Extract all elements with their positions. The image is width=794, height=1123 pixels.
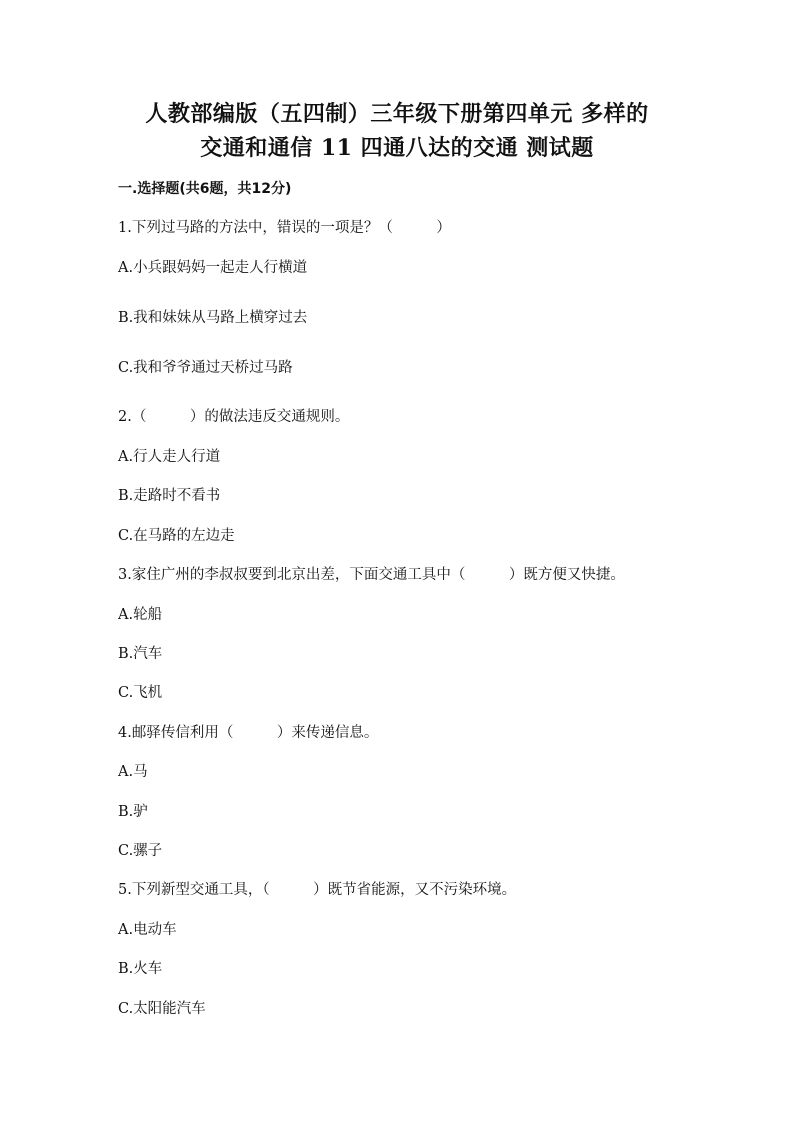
question-2-option-a: A.行人走人行道 (118, 449, 221, 465)
question-2-option-c: C.在马路的左边走 (118, 528, 235, 544)
question-1-option-b: B.我和妹妹从马路上横穿过去 (118, 310, 308, 326)
question-4-stem: 4.邮驿传信利用（ ）来传递信息。 (118, 725, 379, 741)
question-5-option-c: C.太阳能汽车 (118, 1001, 206, 1017)
question-3-option-c: C.飞机 (118, 685, 163, 701)
question-5-stem: 5.下列新型交通工具，（ ）既节省能源，又不污染环境。 (118, 882, 517, 898)
question-2-stem: 2.（ ）的做法违反交通规则。 (118, 409, 350, 425)
question-5-option-a: A.电动车 (118, 922, 177, 938)
page-title-line-1: 人教部编版（五四制）三年级下册第四单元 多样的 (145, 101, 649, 127)
question-2-option-b: B.走路时不看书 (118, 488, 221, 504)
question-4-option-a: A.马 (118, 764, 148, 780)
page-title-line-2: 交通和通信 11 四通八达的交通 测试题 (200, 135, 594, 161)
question-1-option-a: A.小兵跟妈妈一起走人行横道 (118, 260, 308, 276)
question-4-option-b: B.驴 (118, 804, 148, 820)
question-1-stem: 1.下列过马路的方法中，错误的一项是？（ ） (118, 220, 451, 236)
question-3-option-b: B.汽车 (118, 646, 163, 662)
question-1-option-c: C.我和爷爷通过天桥过马路 (118, 360, 293, 376)
section-heading: 一.选择题(共6题，共12分) (118, 181, 292, 197)
question-5-option-b: B.火车 (118, 961, 163, 977)
question-3-option-a: A.轮船 (118, 607, 163, 623)
question-4-option-c: C.骡子 (118, 843, 163, 859)
question-3-stem: 3.家住广州的李叔叔要到北京出差，下面交通工具中（ ）既方便又快捷。 (118, 567, 625, 583)
